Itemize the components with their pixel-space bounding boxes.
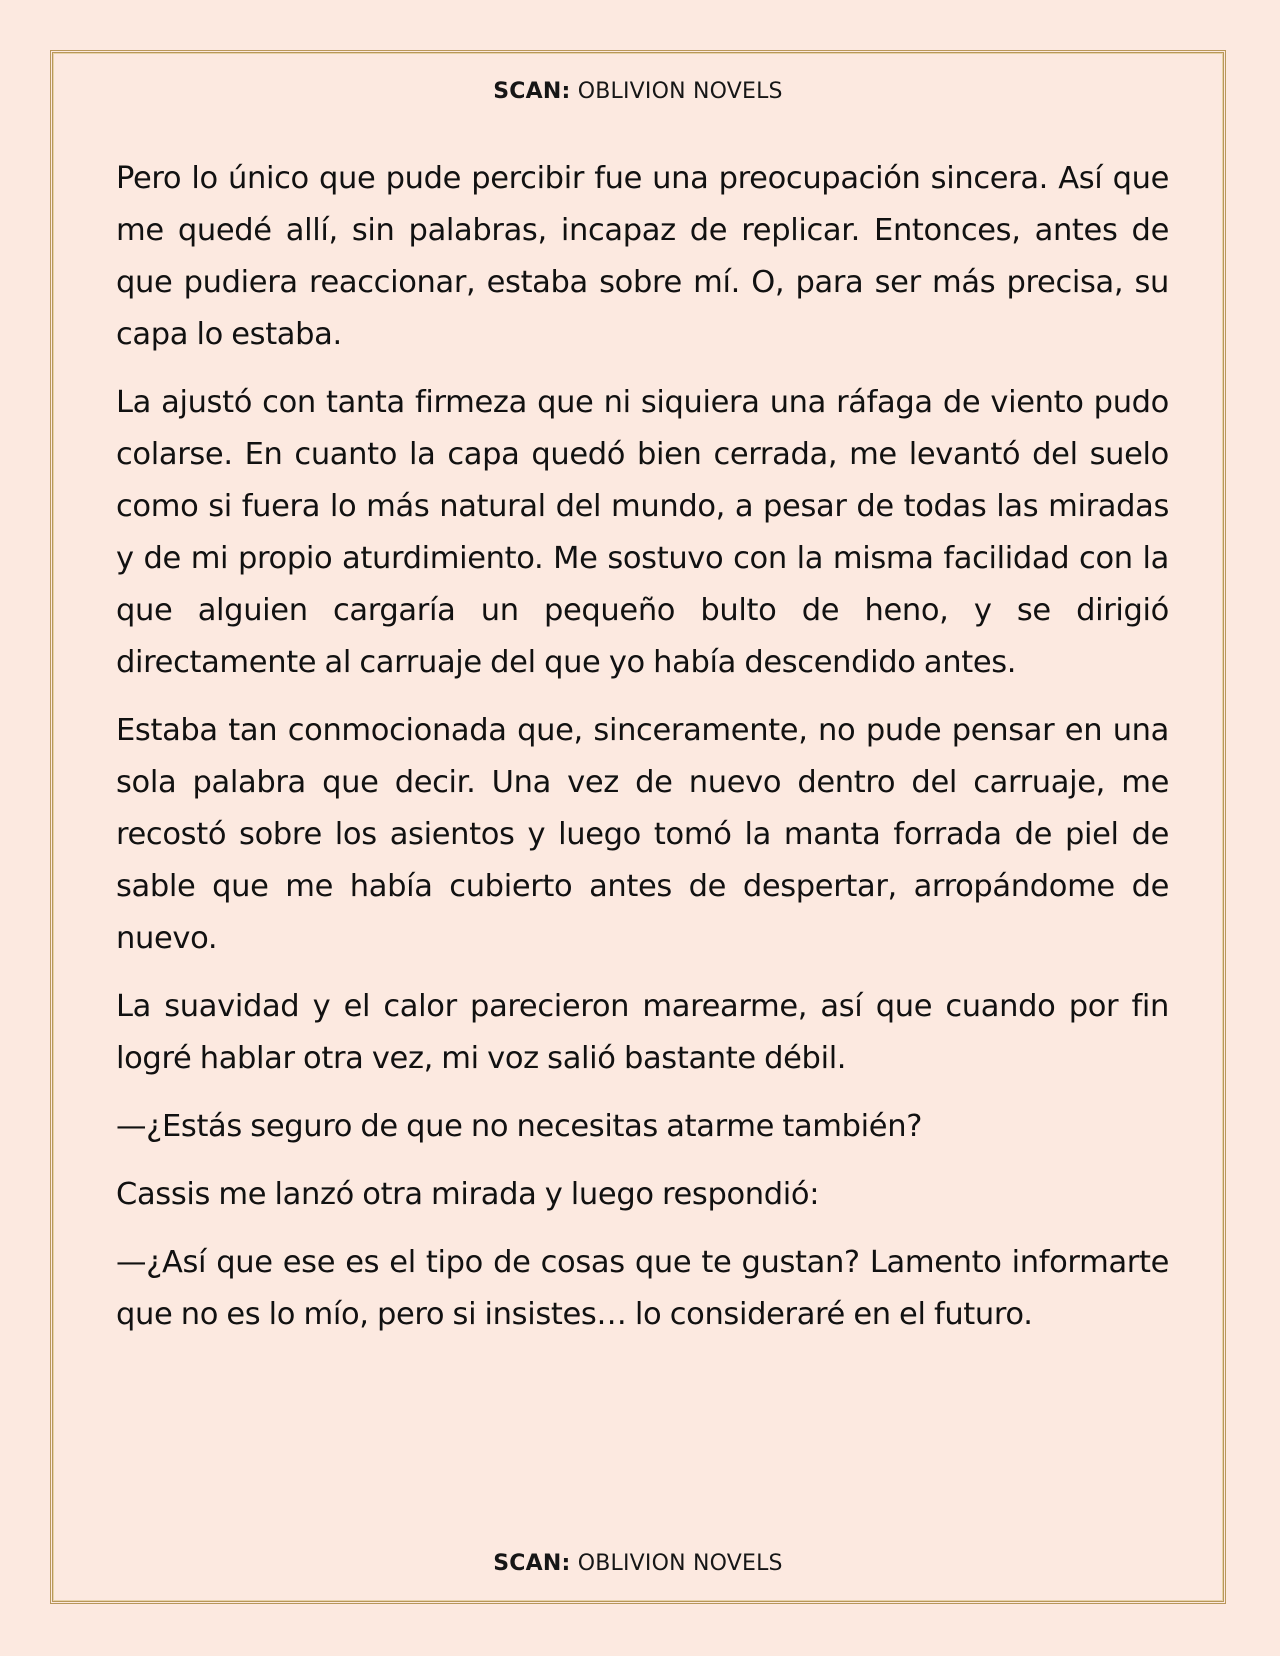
page-frame (50, 50, 1226, 1604)
paragraph: La suavidad y el calor parecieron marearme, así que cuando por fin logré hablar otra vez, mi voz salió bastante débil. (116, 989, 1169, 1076)
scan-credit-label: SCAN: (493, 79, 571, 104)
body-text (116, 153, 1169, 1357)
paragraph: Pero lo único que pude percibir fue una preocupación sincera. Así que me quedé allí, sin palabras, incapaz de replicar. Entonces, antes de que pudiera reaccionar, estaba sobre mí. O, para ser más precisa, su capa lo estaba. (116, 161, 1169, 352)
scan-credit-header (53, 79, 1223, 104)
paragraph: Cassis me lanzó otra mirada y luego respondió: (116, 1177, 820, 1212)
scan-credit-label: SCAN: (493, 1551, 571, 1576)
dialogue-line: —¿Así que ese es el tipo de cosas que te gustan? Lamento informarte que no es lo mío, pero si insistes… lo consideraré en el futuro. (116, 1245, 1169, 1332)
scan-credit-text: OBLIVION NOVELS (577, 1551, 783, 1576)
scan-credit-footer (53, 1551, 1223, 1576)
dialogue-line: —¿Estás seguro de que no necesitas atarme también? (116, 1109, 923, 1144)
paragraph: Estaba tan conmocionada que, sinceramente, no pude pensar en una sola palabra que decir. Una vez de nuevo dentro del carruaje, me recostó sobre los asientos y luego tomó la manta forrada de piel de sable que me había cubierto antes de despertar, arropándome de nuevo. (116, 713, 1169, 956)
scan-credit-text: OBLIVION NOVELS (577, 79, 783, 104)
paragraph: La ajustó con tanta firmeza que ni siquiera una ráfaga de viento pudo colarse. En cuanto la capa quedó bien cerrada, me levantó del suelo como si fuera lo más natural del mundo, a pesar de todas las miradas y de mi propio aturdimiento. Me sostuvo con la misma facilidad con la que alguien cargaría un pequeño bulto de heno, y se dirigió directamente al carruaje del que yo había descendido antes. (116, 385, 1169, 680)
